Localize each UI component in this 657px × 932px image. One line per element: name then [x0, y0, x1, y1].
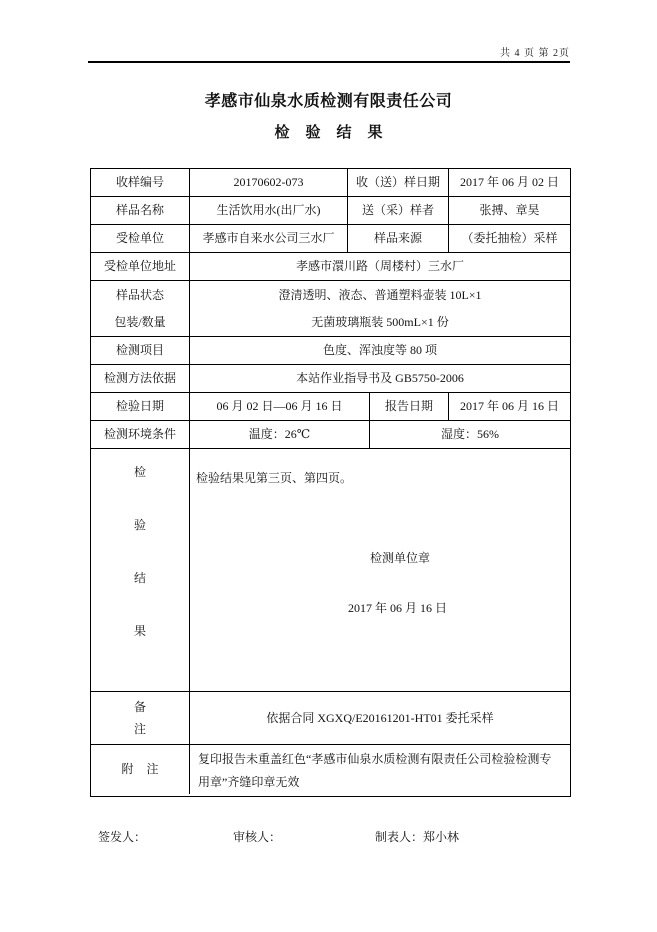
pagination-text: 共 4 页 第 2页: [500, 48, 570, 59]
remark-label-line2: 注: [133, 722, 146, 736]
test-items-value: 色度、浑浊度等 80 项: [322, 343, 437, 357]
table-row-test-items: [91, 337, 570, 365]
environment-label: 检测环境条件: [91, 421, 190, 448]
seal-placeholder-label: 检测单位章: [370, 551, 431, 565]
sample-state-value: [190, 281, 570, 336]
results-label: [91, 449, 190, 691]
sample-state-label-line2: 包装/数量: [114, 314, 166, 329]
humidity-value: 湿度：56%: [441, 427, 499, 441]
note-label: 附 注: [91, 745, 190, 794]
inspected-unit-label: 受检单位: [91, 225, 190, 252]
sample-state-value-line2: 无菌玻璃瓶装 500mL×1 份: [311, 314, 449, 329]
report-date-value: 2017 年 06 月 16 日: [459, 399, 559, 413]
table-row-test-date: [91, 393, 570, 421]
table-row-environment: [91, 421, 570, 449]
sample-state-value-line1: 澄清透明、液态、普通塑料壶装 10L×1: [278, 287, 482, 302]
temperature-value: 温度：26℃: [190, 421, 370, 448]
remark-label: [91, 692, 190, 744]
note-value: 复印报告未重盖红色“孝感市仙泉水质检测有限责任公司检验检测专用章”齐缝印章无效: [198, 752, 552, 789]
header-rule: [88, 61, 570, 63]
report-date-label: 报告日期: [370, 393, 449, 420]
sampler-label: 送（采）样者: [348, 197, 449, 224]
method-basis-value: 本站作业指导书及 GB5750-2006: [296, 371, 464, 385]
sample-state-label: [91, 281, 190, 336]
sample-name-value: 生活饮用水(出厂水): [190, 197, 348, 224]
inspected-unit-value: 孝感市自来水公司三水厂: [190, 225, 348, 252]
table-row-results: [91, 449, 570, 692]
doc-title: 检验结果: [274, 125, 399, 141]
receive-date-label: 收（送）样日期: [348, 169, 449, 196]
preparer-label: 制表人：郑小林: [375, 830, 460, 844]
table-row-unit-address: [91, 253, 570, 281]
sample-no-value: 20170602-073: [190, 169, 348, 196]
company-title: 孝感市仙泉水质检测有限责任公司: [204, 93, 453, 110]
report-table: [90, 168, 571, 797]
sample-state-label-line1: 样品状态: [115, 287, 164, 302]
table-row-sample-state: [91, 281, 570, 337]
results-label-char1: 检: [133, 465, 146, 479]
test-date-value: 06 月 02 日—06 月 16 日: [190, 393, 370, 420]
table-row-sample-name: [91, 197, 570, 225]
signer-label: 签发人：: [98, 830, 147, 844]
receive-date-value: 2017 年 06 月 02 日: [459, 175, 559, 189]
table-row-method-basis: [91, 365, 570, 393]
results-body: [190, 449, 570, 691]
table-row-remark: [91, 692, 570, 745]
sampler-value: 张搏、章昊: [479, 203, 540, 217]
remark-value: 依据合同 XGXQ/E20161201-HT01 委托采样: [266, 710, 494, 725]
page-header: [88, 44, 570, 59]
results-reference-text: 检验结果见第三页、第四页。: [196, 471, 353, 485]
reviewer-label: 审核人：: [233, 830, 282, 844]
results-label-char4: 果: [133, 624, 146, 638]
table-row-note: [91, 745, 570, 794]
remark-label-line1: 备: [133, 700, 146, 714]
sample-no-label: 收样编号: [91, 169, 190, 196]
table-row-sample-no: [91, 169, 570, 197]
test-items-label: 检测项目: [91, 337, 190, 364]
test-date-label: 检验日期: [91, 393, 190, 420]
unit-address-label: 受检单位地址: [91, 253, 190, 280]
method-basis-label: 检测方法依据: [91, 365, 190, 392]
sample-source-value: （委托抽检）采样: [461, 231, 558, 245]
sample-source-label: 样品来源: [348, 225, 449, 252]
unit-address-value: 孝感市澴川路（周楼村）三水厂: [295, 259, 464, 273]
sample-name-label: 样品名称: [91, 197, 190, 224]
results-label-char3: 结: [133, 571, 146, 585]
table-row-inspected-unit: [91, 225, 570, 253]
results-date: 2017 年 06 月 16 日: [348, 601, 448, 615]
results-label-char2: 验: [133, 518, 146, 532]
